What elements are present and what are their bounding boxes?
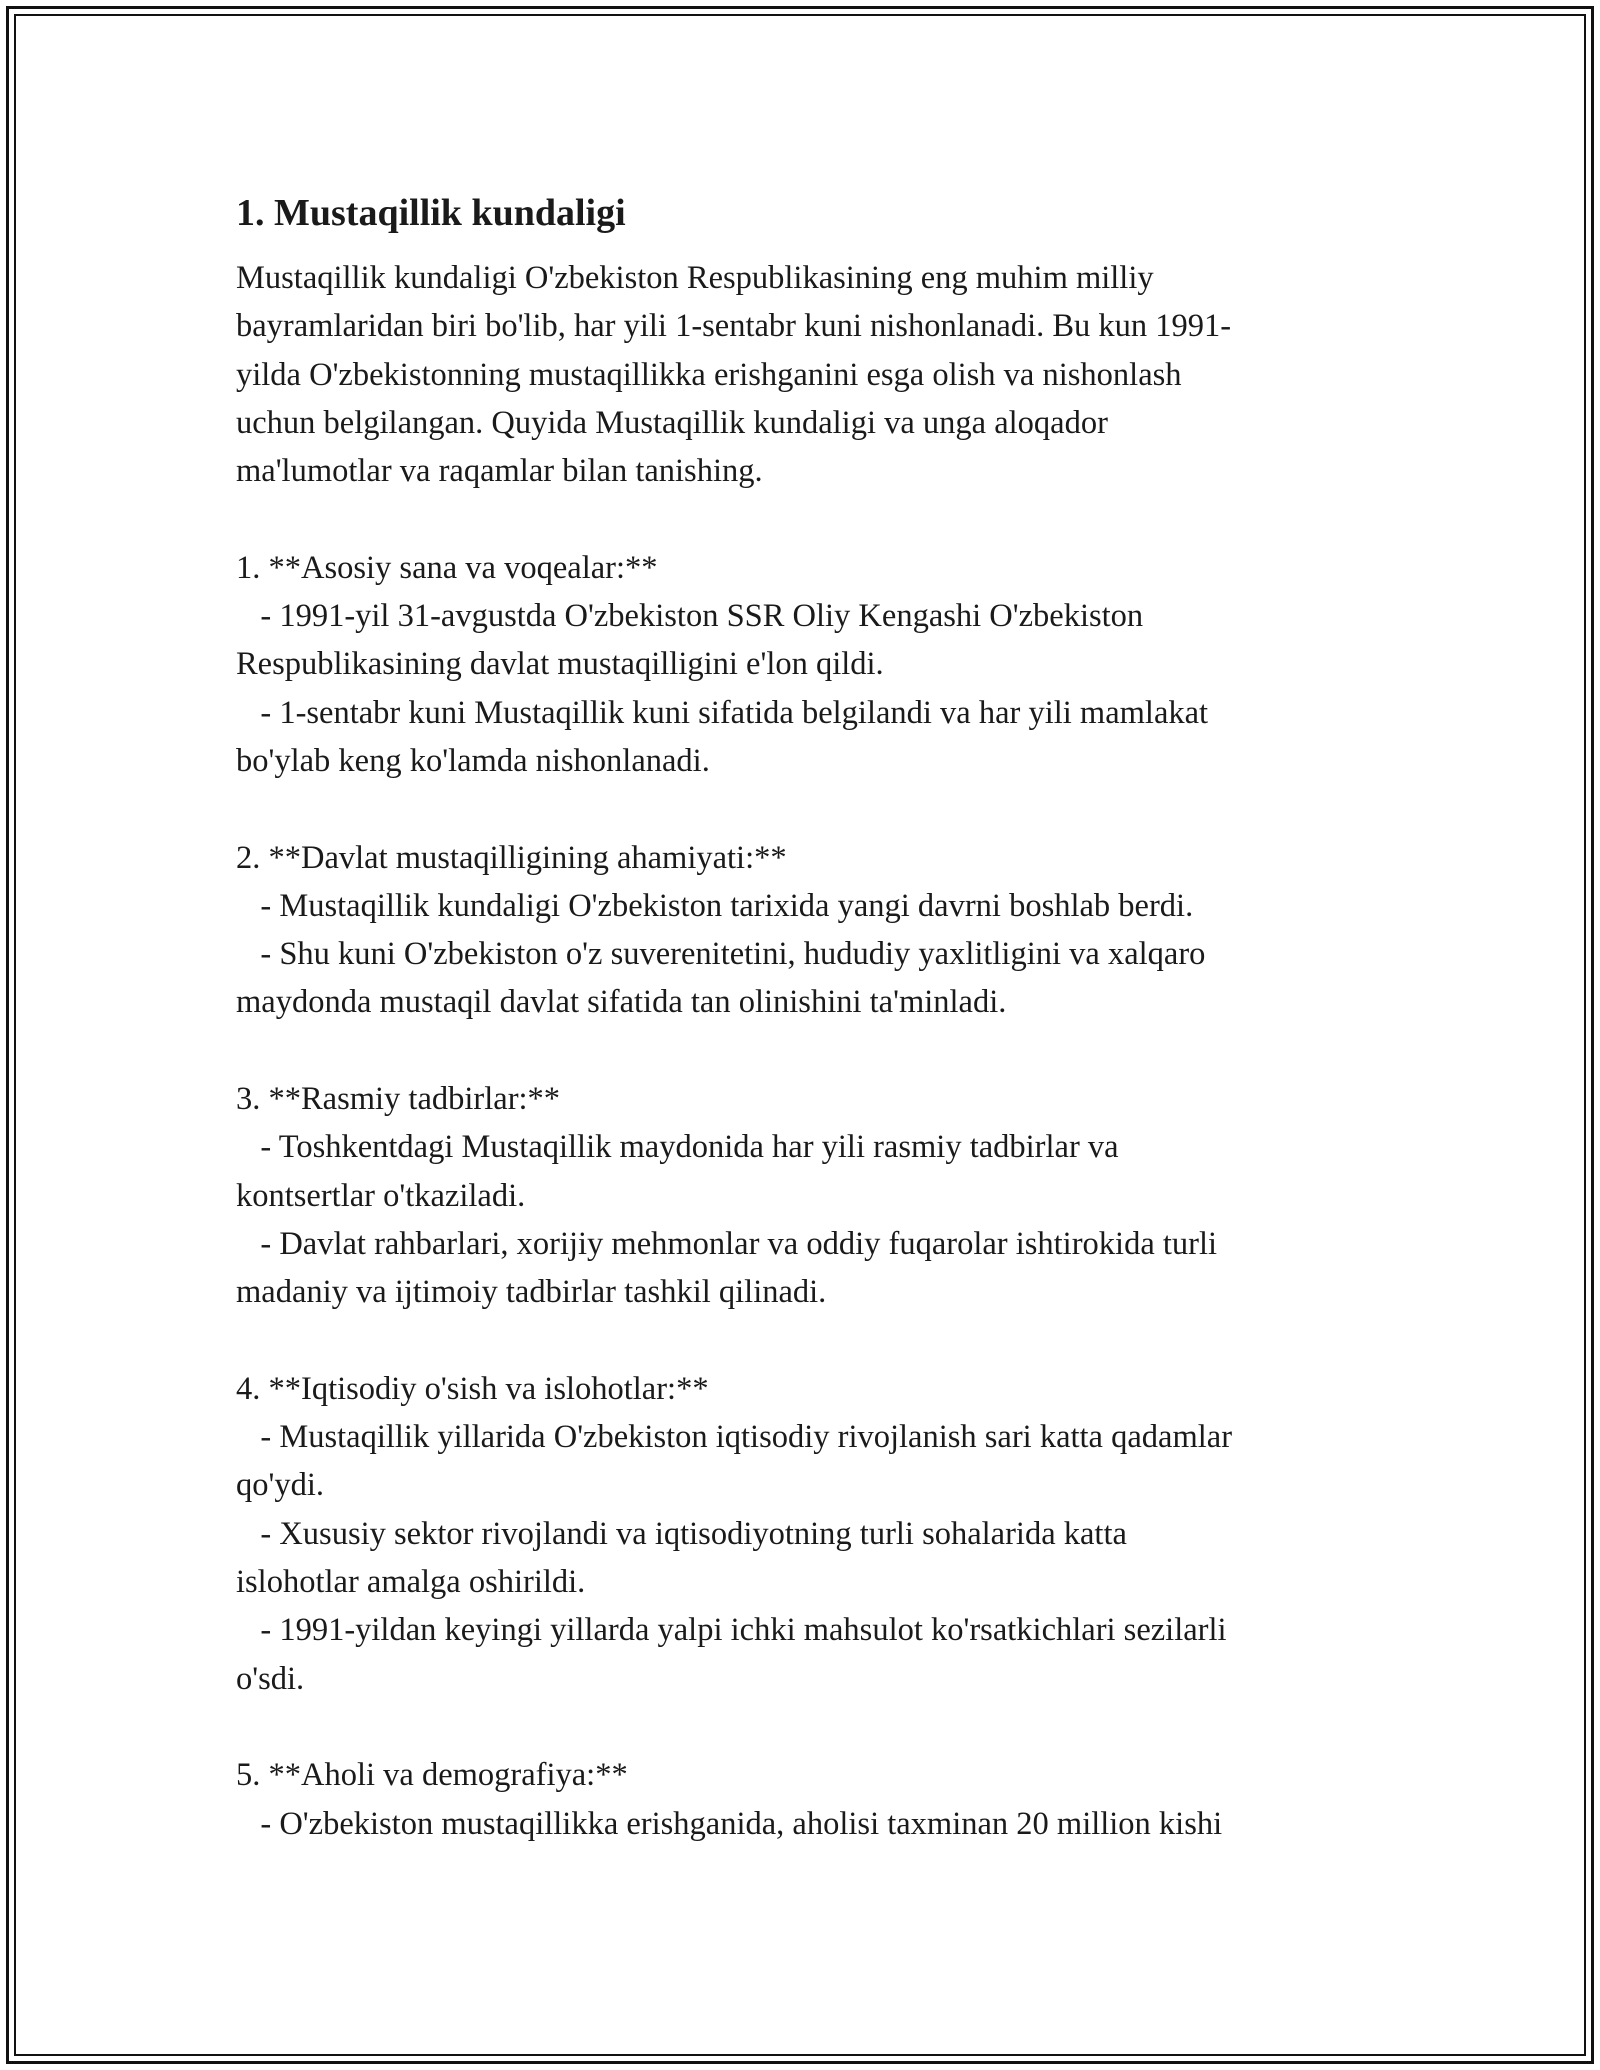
section-line: - Shu kuni O'zbekiston o'z suverenitetini, hududiy yaxlitligini va xalqaro [236,936,1206,973]
section-line: - Davlat rahbarlari, xorijiy mehmonlar va oddiy fuqarolar ishtirokida turli [236,1225,1218,1262]
section-line: - 1991-yil 31-avgustda O'zbekiston SSR Oliy Kengashi O'zbekiston [236,598,1144,635]
intro-line: Mustaqillik kundaligi O'zbekiston Respublikasining eng muhim milliy [236,260,1154,296]
section-line: Respublikasining davlat mustaqilligini e'lon qildi. [236,646,884,683]
section-line: maydonda mustaqil davlat sifatida tan olinishini ta'minladi. [236,984,1007,1021]
section-line: - Toshkentdagi Mustaqillik maydonida har yili rasmiy tadbirlar va [236,1129,1119,1166]
section-line: - O'zbekiston mustaqillikka erishganida, aholisi taxminan 20 million kishi [236,1805,1223,1842]
section-line: bo'ylab keng ko'lamda nishonlanadi. [236,742,710,779]
section-line: - Mustaqillik yillarida O'zbekiston iqtisodiy rivojlanish sari katta qadamlar [236,1419,1233,1456]
section-line: - 1991-yildan keyingi yillarda yalpi ichki mahsulot ko'rsatkichlari sezilarli [236,1612,1227,1649]
document-body [236,184,1376,1848]
intro-line: uchun belgilangan. Quyida Mustaqillik kundaligi va unga aloqador [236,404,1108,441]
intro-line: bayramlaridan biri bo'lib, har yili 1-sentabr kuni nishonlanadi. Bu kun 1991- [236,308,1232,345]
section-line: kontsertlar o'tkaziladi. [236,1177,526,1214]
section-line: madaniy va ijtimoiy tadbirlar tashkil qilinadi. [236,1274,827,1311]
section-heading: 4. **Iqtisodiy o'sish va islohotlar:** [236,1370,709,1407]
intro-line: yilda O'zbekistonning mustaqillikka erishganini esga olish va nishonlash [236,356,1182,393]
section-aholi-demografiya [236,1751,1376,1848]
section-line: - 1-sentabr kuni Mustaqillik kuni sifatida belgilandi va har yili mamlakat [236,694,1209,731]
section-line: - Xususiy sektor rivojlandi va iqtisodiyotning turli sohalarida katta [236,1515,1127,1552]
section-ahamiyati [236,834,1376,1027]
section-line: o'sdi. [236,1660,305,1697]
section-heading: 3. **Rasmiy tadbirlar:** [236,1081,561,1118]
section-asosiy-sana [236,544,1376,785]
page-title: 1. Mustaqillik kundaligi [236,192,626,234]
section-heading: 1. **Asosiy sana va voqealar:** [236,549,658,586]
section-line: - Mustaqillik kundaligi O'zbekiston tarixida yangi davrni boshlab berdi. [236,887,1194,924]
section-iqtisodiy-osish [236,1365,1376,1703]
intro-paragraph [236,254,1376,495]
section-line: qo'ydi. [236,1467,325,1504]
section-rasmiy-tadbirlar [236,1075,1376,1316]
section-heading: 5. **Aholi va demografiya:** [236,1757,628,1794]
section-line: islohotlar amalga oshirildi. [236,1564,586,1601]
intro-line: ma'lumotlar va raqamlar bilan tanishing. [236,453,763,490]
section-heading: 2. **Davlat mustaqilligining ahamiyati:** [236,839,787,876]
